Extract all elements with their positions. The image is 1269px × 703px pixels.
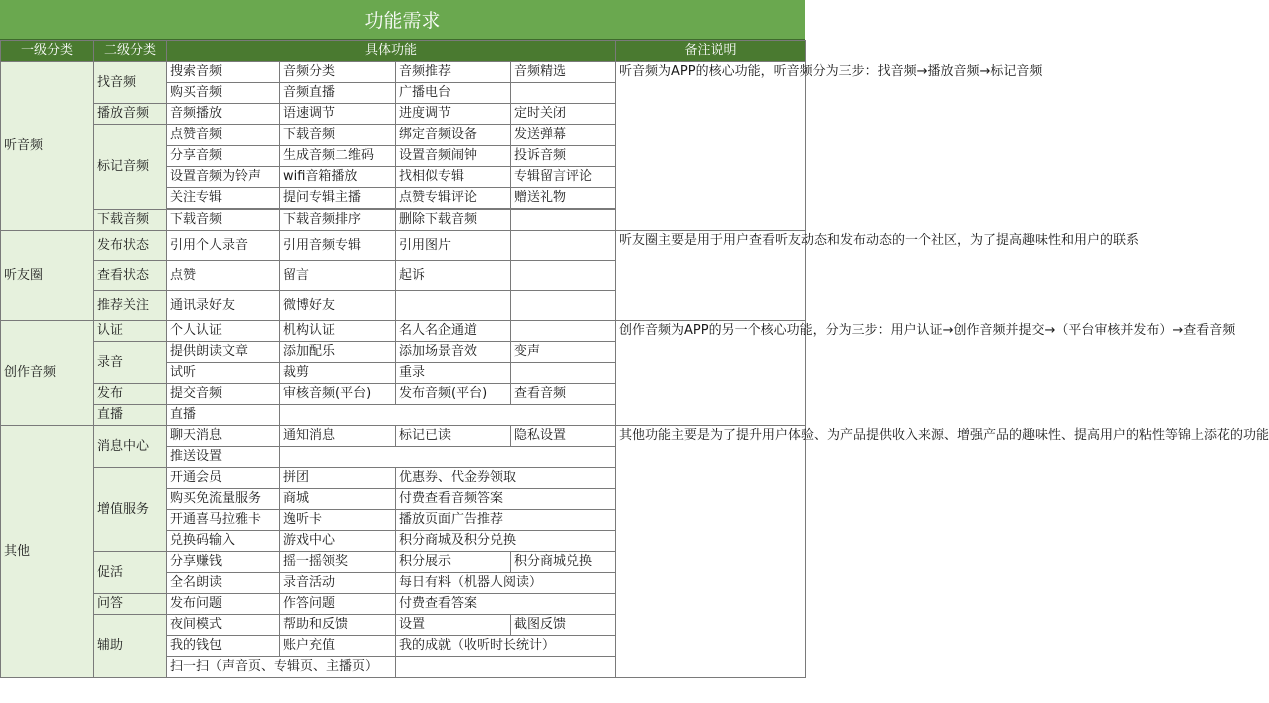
feature-cell: 添加配乐 [280, 342, 396, 363]
header-features: 具体功能 [167, 41, 616, 62]
empty-cell [280, 447, 616, 468]
feature-cell: 搜索音频 [167, 62, 280, 83]
feature-cell: 点赞音频 [167, 125, 280, 146]
empty-cell [396, 657, 616, 678]
feature-cell: 开通会员 [167, 468, 280, 489]
feature-cell: 积分商城及积分兑换 [396, 531, 616, 552]
empty-cell [396, 291, 511, 321]
feature-cell: 通知消息 [280, 426, 396, 447]
feature-cell: 绑定音频设备 [396, 125, 511, 146]
feature-cell: 通讯录好友 [167, 291, 280, 321]
feature-cell: 推送设置 [167, 447, 280, 468]
feature-cell: 音频精选 [511, 62, 616, 83]
feature-cell: 关注专辑 [167, 188, 280, 209]
note-listen: 听音频为APP的核心功能，听音频分为三步：找音频→播放音频→标记音频 [616, 62, 806, 231]
subcategory-mark: 标记音频 [94, 125, 167, 210]
feature-cell: 定时关闭 [511, 104, 616, 125]
feature-cell: 购买免流量服务 [167, 489, 280, 510]
feature-cell: 设置音频闹钟 [396, 146, 511, 167]
feature-cell: 扫一扫（声音页、专辑页、主播页） [167, 657, 396, 678]
feature-cell: 直播 [167, 405, 280, 426]
feature-cell: 每日有料（机器人阅读） [396, 573, 616, 594]
subcategory-find: 找音频 [94, 62, 167, 104]
category-create: 创作音频 [1, 321, 94, 426]
feature-cell: 付费查看答案 [396, 594, 616, 615]
feature-cell: 开通喜马拉雅卡 [167, 510, 280, 531]
subcategory-recommend: 推荐关注 [94, 291, 167, 321]
feature-cell: 语速调节 [280, 104, 396, 125]
empty-cell [280, 405, 616, 426]
page-title: 功能需求 [0, 0, 805, 40]
feature-cell: 商城 [280, 489, 396, 510]
feature-cell: 提问专辑主播 [280, 188, 396, 209]
empty-cell [511, 210, 616, 231]
feature-table [0, 40, 1269, 678]
feature-cell: 兑换码输入 [167, 531, 280, 552]
subcategory-release: 发布 [94, 384, 167, 405]
feature-cell: 提供朗读文章 [167, 342, 280, 363]
feature-cell: 全名朗读 [167, 573, 280, 594]
feature-cell: 积分商城兑换 [511, 552, 616, 573]
feature-cell: 发布问题 [167, 594, 280, 615]
empty-cell [511, 321, 616, 342]
feature-cell: 点赞专辑评论 [396, 188, 511, 209]
feature-cell: 帮助和反馈 [280, 615, 396, 636]
feature-cell: 点赞 [167, 261, 280, 291]
feature-cell: 播放页面广告推荐 [396, 510, 616, 531]
feature-cell: 起诉 [396, 261, 511, 291]
empty-cell [511, 83, 616, 104]
feature-cell: 找相似专辑 [396, 167, 511, 188]
empty-cell [511, 291, 616, 321]
feature-cell: 提交音频 [167, 384, 280, 405]
feature-cell: 购买音频 [167, 83, 280, 104]
feature-cell: 引用图片 [396, 231, 511, 261]
feature-cell: 添加场景音效 [396, 342, 511, 363]
feature-cell: 录音活动 [280, 573, 396, 594]
subcategory-aux: 辅助 [94, 615, 167, 678]
empty-cell [511, 261, 616, 291]
feature-cell: 隐私设置 [511, 426, 616, 447]
table-row [1, 231, 806, 261]
subcategory-play: 播放音频 [94, 104, 167, 125]
category-listen: 听音频 [1, 62, 94, 231]
feature-cell: 审核音频(平台) [280, 384, 396, 405]
feature-cell: 音频推荐 [396, 62, 511, 83]
feature-cell: 积分展示 [396, 552, 511, 573]
feature-cell: 赠送礼物 [511, 188, 616, 209]
feature-cell: 个人认证 [167, 321, 280, 342]
subcategory-auth: 认证 [94, 321, 167, 342]
feature-cell: 引用音频专辑 [280, 231, 396, 261]
feature-cell: 发布音频(平台) [396, 384, 511, 405]
category-other: 其他 [1, 426, 94, 678]
feature-cell: 专辑留言评论 [511, 167, 616, 188]
subcategory-record: 录音 [94, 342, 167, 384]
feature-cell: 试听 [167, 363, 280, 384]
empty-cell [511, 231, 616, 261]
feature-cell: 下载音频排序 [280, 210, 396, 231]
feature-cell: 设置音频为铃声 [167, 167, 280, 188]
feature-cell: 名人名企通道 [396, 321, 511, 342]
subcategory-vas: 增值服务 [94, 468, 167, 552]
note-create: 创作音频为APP的另一个核心功能，分为三步：用户认证→创作音频并提交→（平台审核并发布）→查看音频 [616, 321, 806, 426]
feature-cell: 拼团 [280, 468, 396, 489]
feature-cell: 音频直播 [280, 83, 396, 104]
feature-cell: 分享赚钱 [167, 552, 280, 573]
feature-cell: 分享音频 [167, 146, 280, 167]
feature-cell: 投诉音频 [511, 146, 616, 167]
feature-cell: 聊天消息 [167, 426, 280, 447]
table-row [1, 321, 806, 342]
feature-cell: 摇一摇领奖 [280, 552, 396, 573]
feature-cell: 作答问题 [280, 594, 396, 615]
empty-cell [511, 363, 616, 384]
header-notes: 备注说明 [616, 41, 806, 62]
note-other: 其他功能主要是为了提升用户体验、为产品提供收入来源、增强产品的趣味性、提高用户的粘性等锦上添花的功能 [616, 426, 806, 678]
feature-cell: 我的钱包 [167, 636, 280, 657]
feature-cell: 查看音频 [511, 384, 616, 405]
feature-cell: 游戏中心 [280, 531, 396, 552]
subcategory-view: 查看状态 [94, 261, 167, 291]
feature-cell: 下载音频 [167, 210, 280, 231]
feature-cell: 音频播放 [167, 104, 280, 125]
feature-cell: 截图反馈 [511, 615, 616, 636]
feature-cell: 下载音频 [280, 125, 396, 146]
feature-cell: 付费查看音频答案 [396, 489, 616, 510]
feature-cell: 优惠券、代金券领取 [396, 468, 616, 489]
subcategory-live: 直播 [94, 405, 167, 426]
feature-cell: 夜间模式 [167, 615, 280, 636]
category-friends: 听友圈 [1, 231, 94, 321]
feature-cell: 发送弹幕 [511, 125, 616, 146]
feature-cell: 微博好友 [280, 291, 396, 321]
subcategory-download: 下载音频 [94, 210, 167, 231]
feature-cell: 重录 [396, 363, 511, 384]
feature-cell: 变声 [511, 342, 616, 363]
subcategory-message: 消息中心 [94, 426, 167, 468]
feature-cell: 我的成就（收听时长统计） [396, 636, 616, 657]
feature-cell: 标记已读 [396, 426, 511, 447]
header-level2: 二级分类 [94, 41, 167, 62]
table-header-row [1, 41, 806, 62]
feature-cell: 逸听卡 [280, 510, 396, 531]
feature-cell: 机构认证 [280, 321, 396, 342]
feature-cell: 账户充值 [280, 636, 396, 657]
subcategory-promo: 促活 [94, 552, 167, 594]
header-level1: 一级分类 [1, 41, 94, 62]
feature-cell: 引用个人录音 [167, 231, 280, 261]
feature-cell: 广播电台 [396, 83, 511, 104]
feature-cell: 音频分类 [280, 62, 396, 83]
subcategory-qa: 问答 [94, 594, 167, 615]
feature-cell: 留言 [280, 261, 396, 291]
feature-cell: 进度调节 [396, 104, 511, 125]
feature-cell: 删除下载音频 [396, 210, 511, 231]
note-friends: 听友圈主要是用于用户查看听友动态和发布动态的一个社区，为了提高趣味性和用户的联系 [616, 231, 806, 321]
table-row [1, 62, 806, 83]
feature-cell: 裁剪 [280, 363, 396, 384]
table-row [1, 426, 806, 447]
subcategory-publish: 发布状态 [94, 231, 167, 261]
feature-cell: wifi音箱播放 [280, 167, 396, 188]
feature-cell: 生成音频二维码 [280, 146, 396, 167]
feature-cell: 设置 [396, 615, 511, 636]
